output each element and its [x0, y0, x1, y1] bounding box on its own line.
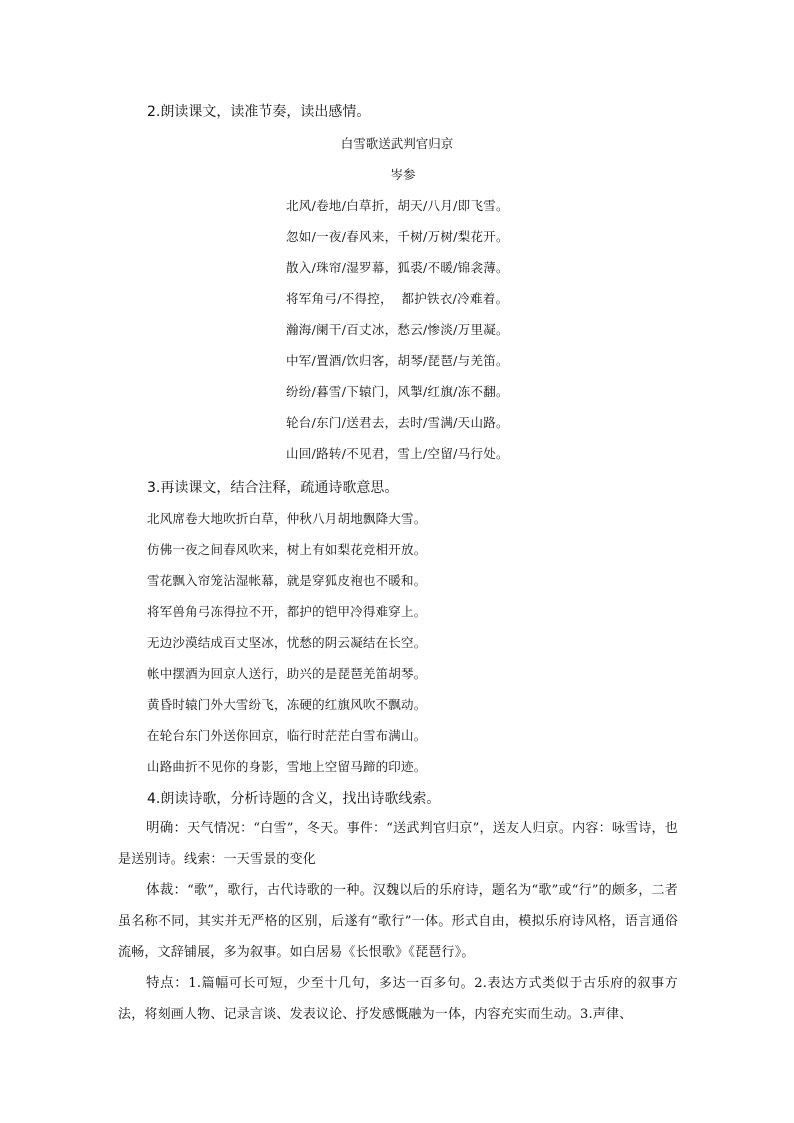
- poem-line: 瀚海/阑干/百丈冰，愁云/惨淡/万里凝。: [286, 322, 509, 337]
- translation-line: 将军兽角弓冻得拉不开，都护的铠甲冷得难穿上。: [147, 604, 427, 619]
- poem-line: 纷纷/暮雪/下辕门，风掣/红旗/冻不翻。: [286, 384, 509, 399]
- feature-label: 特点：: [146, 975, 189, 991]
- mingque-label: 明确：: [146, 820, 188, 836]
- genre-label: 体裁：: [146, 882, 188, 898]
- translation-line: 帐中摆酒为回京人送行，助兴的是琵琶羌笛胡琴。: [147, 666, 427, 681]
- genre-text: “歌”，歌行，古代诗歌的一种。汉魏以后的乐府诗，题名为“歌”或“行”的颇多，二者虽名称不同，其实并无严格的区别，后遂有“歌行”一体。形式自由，模拟乐府诗风格，语言通俗流畅，文辞铺展，多为叙事。如白居易《长恨歌》《琵琶行》。: [118, 883, 678, 960]
- poem-line: 散入/珠帘/湿罗幕，狐裘/不暖/锦衾薄。: [286, 260, 509, 275]
- poem-title: 白雪歌送武判官归京: [340, 136, 454, 151]
- translation-line: 雪花飘入帘笼沾湿帐幕，就是穿狐皮袍也不暖和。: [147, 573, 427, 588]
- translation-line: 无边沙漠结成百丈坚冰，忧愁的阴云凝结在长空。: [147, 635, 427, 650]
- poem-line: 北风/卷地/白草折，胡天/八月/即飞雪。: [286, 198, 509, 213]
- poem-author: 岑参: [390, 167, 416, 182]
- poem-line: 山回/路转/不见君，雪上/空留/马行处。: [286, 446, 509, 461]
- translation-line: 仿佛一夜之间春风吹来，树上有如梨花竞相开放。: [147, 542, 427, 557]
- poem-line: 将军角弓/不得控， 都护铁衣/冷难着。: [286, 291, 509, 306]
- section-4-heading: 4.朗读诗歌，分析诗题的含义，找出诗歌线索。: [147, 791, 441, 807]
- translation-line: 北风席卷大地吹折白草，仲秋八月胡地飘降大雪。: [147, 511, 427, 526]
- feature-text: 1.篇幅可长可短，少至十几句，多达一百多句。2.表达方式类似于古乐府的叙事方法，将刻画人物、记录言谈、发表议论、抒发感慨融为一体，内容充实而生动。3.声律、: [118, 976, 678, 1022]
- genre-paragraph: [118, 875, 678, 968]
- translation-line: 黄昏时辕门外大雪纷飞，冻硬的红旗风吹不飘动。: [147, 697, 427, 712]
- mingque-text: 天气情况：“白雪”，冬天。事件：“送武判官归京”，送友人归京。内容：咏雪诗，也是送别诗。线索：一天雪景的变化: [118, 821, 678, 867]
- feature-paragraph: [118, 968, 678, 1030]
- translation-line: 山路曲折不见你的身影，雪地上空留马蹄的印迹。: [147, 759, 427, 774]
- translation-line: 在轮台东门外送你回京，临行时茫茫白雪布满山。: [147, 728, 427, 743]
- section-2-heading: 2.朗读课文，读准节奏，读出感情。: [147, 104, 371, 120]
- poem-line: 忽如/一夜/春风来，千树/万树/梨花开。: [286, 229, 509, 244]
- mingque-paragraph: [118, 813, 678, 875]
- poem-line: 中军/置酒/饮归客，胡琴/琵琶/与羌笛。: [286, 353, 509, 368]
- poem-line: 轮台/东门/送君去，去时/雪满/天山路。: [286, 415, 509, 430]
- section-3-heading: 3.再读课文，结合注释，疏通诗歌意思。: [147, 480, 399, 496]
